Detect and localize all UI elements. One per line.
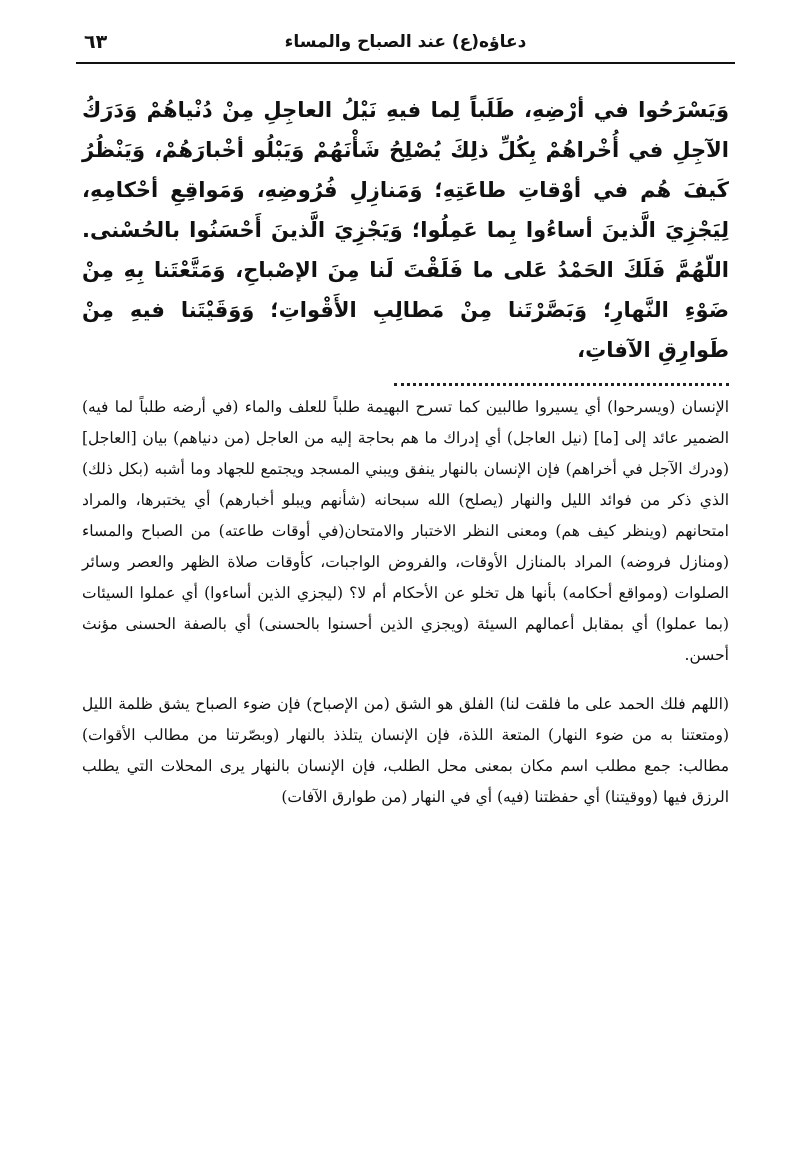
dotted-separator [394,383,729,386]
page-number: ٦٣ [84,31,108,53]
commentary-paragraph-1: الإنسان (ويسرحوا) أي يسيروا طالبين كما تسرح البهيمة طلباً للعلف والماء (في أرضه طلباً لما فيه) الضمير عائد إلى [ما] (نيل العاجل) أي إدراك ما هم بحاجة إليه من العاجل (من دنياهم) بيان [العاجل] (ودرك الآجل في أخراهم) فإن الإنسان بالنهار ينفق ويبني المسجد ويجتمع للجهاد وما أشبه (بكل ذلك) الذي ذكر من فوائد الليل والنهار (يصلح) الله سبحانه (شأنهم ويبلو أخبارهم) أي يختبرها، والمراد امتحانهم (وينظر كيف هم) ومعنى النظر الاختبار والامتحان(في أوقات طاعته) من الصباح والمساء (ومنازل فروضه) المراد بالمنازل الأوقات، والفروض الواجبات، كأوقات صلاة الظهر والعصر وسائر الصلوات (ومواقع أحكامه) بأنها هل تخلو عن الأحكام أم لا؟ (ليجزي الذين أساءوا) أي عملوا السيئات (بما عملوا) أي بمقابل أعمالهم السيئة (ويجزي الذين أحسنوا بالحسنى) أي بالصفة الحسنى مؤنث أحسن. [82,398,729,664]
page-header [84,28,727,62]
running-header-title: دعاؤه(ع) عند الصباح والمساء [284,32,527,52]
header-rule [76,62,735,64]
prayer-text: وَيَسْرَحُوا في أرْضِهِ، طَلَباً لِما فيهِ نَيْلُ العاجِلِ مِنْ دُنْياهُمْ وَدَرَكُ الآجِلِ في أُخْراهُمْ بِكُلِّ ذلِكَ يُصْلِحُ شَأْنَهُمْ وَيَبْلُو أخْبارَهُمْ، وَيَنْظُرُ كَيفَ هُم في أوْقاتِ طاعَتِهِ؛ وَمَنازِلِ فُرُوضِهِ، وَمَواقِعِ أحْكامِهِ، لِيَجْزِيَ الَّذينَ أساءُوا بِما عَمِلُوا؛ وَيَجْزِيَ الَّذينَ أَحْسَنُوا بالحُسْنى. اللّهُمَّ فَلَكَ الحَمْدُ عَلى ما فَلَقْتَ لَنا مِنَ الإصْباحِ، وَمَتَّعْتَنا بِهِ مِنْ ضَوْءِ النَّهارِ؛ وَبَصَّرْتَنا مِنْ مَطالِبِ الأَقْواتِ؛ وَوَقَيْتَنا فيهِ مِنْ طَوارِقِ الآفاتِ، [82,98,729,362]
commentary-section [82,392,729,813]
commentary-paragraph-2: (اللهم فلك الحمد على ما فلقت لنا) الفلق هو الشق (من الإصباح) فإن ضوء الصباح يشق ظلمة الليل (ومتعتنا به من ضوء النهار) المتعة اللذة، فإن الإنسان يتلذذ بالنهار (وبصّرتنا من مطالب الأقوات) مطالب: جمع مطلب اسم مكان بمعنى محل الطلب، فإن الإنسان بالنهار يرى المحلات التي يطلب الرزق فيها (ووقيتنا) أي حفظتنا (فيه) أي في النهار (من طوارق الآفات) [82,695,729,806]
